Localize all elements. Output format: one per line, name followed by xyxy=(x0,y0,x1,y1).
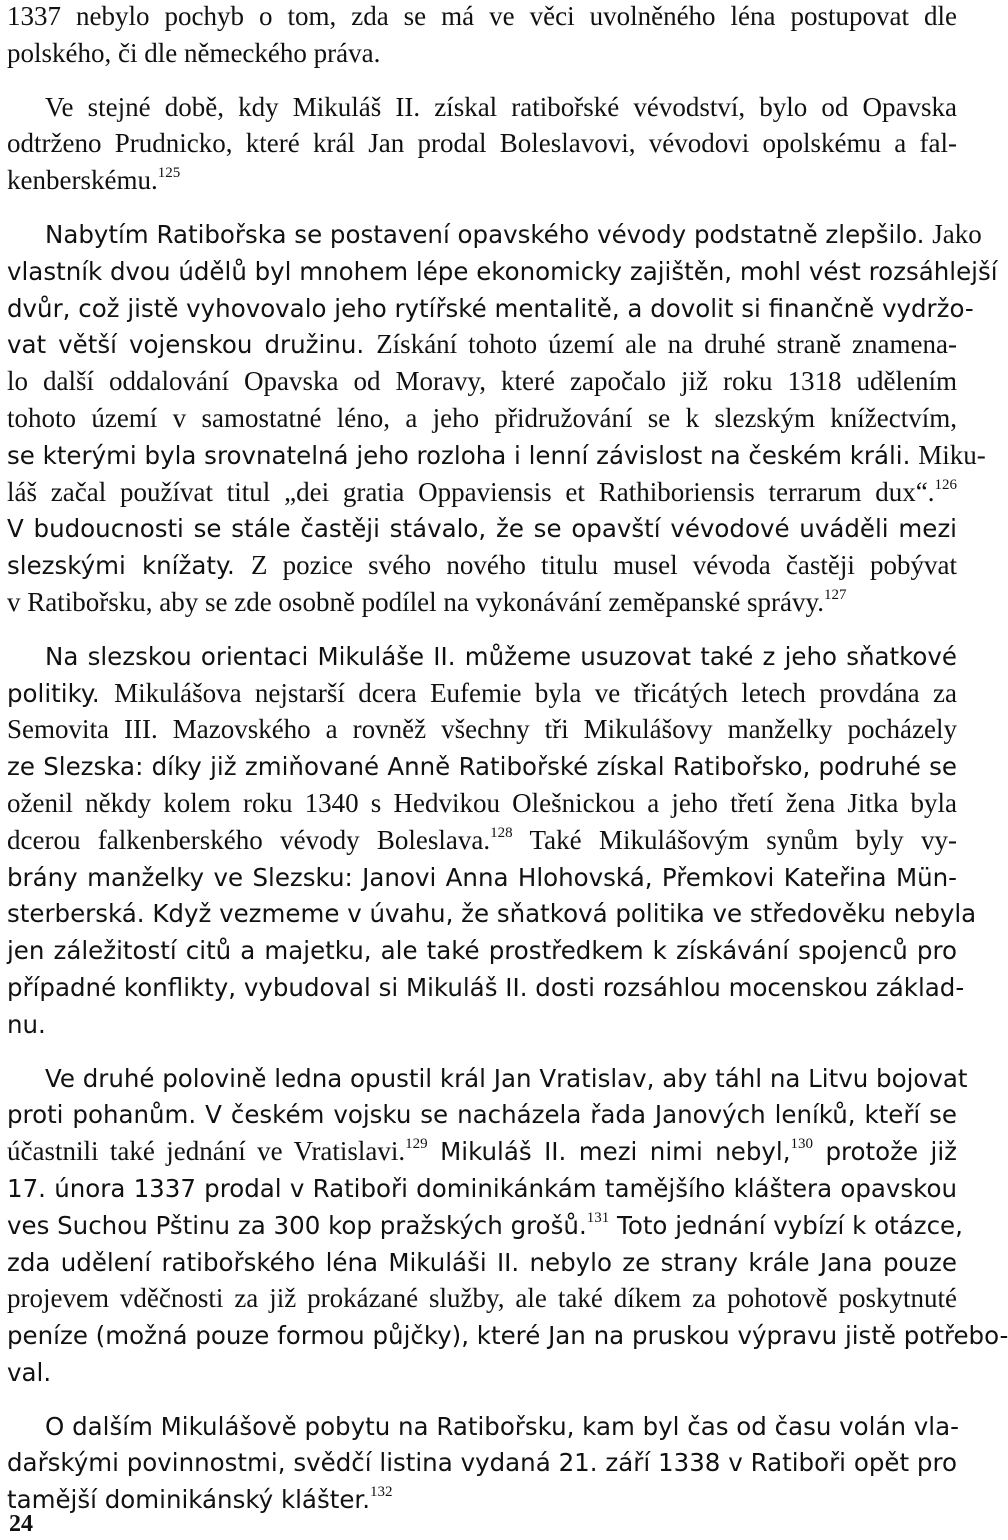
text-run: Z pozice svého nového titulu musel vévoda častěji pobývat xyxy=(250,550,957,581)
text-line xyxy=(7,253,998,290)
text-line xyxy=(7,216,982,253)
text-run: nu. xyxy=(7,1009,46,1039)
text-line xyxy=(7,363,957,400)
text-run: 17. února 1337 prodal v Ratiboři dominikánkám tamějšího kláštera opavskou xyxy=(7,1173,957,1203)
text-run: Získání tohoto území ale na druhé straně znamena- xyxy=(376,329,957,360)
text-run: lo další oddalování Opavska od Moravy, které započalo již roku 1318 udělením xyxy=(7,366,957,397)
text-run: projevem vděčnosti za již prokázané služby, ale také díkem za pohotově poskytnuté xyxy=(7,1283,957,1314)
paragraph xyxy=(7,0,957,72)
text-run: jen záležitostí citů a majetku, ale také prostředkem k získávání spojenců pro xyxy=(7,936,957,966)
text-line xyxy=(7,1133,957,1170)
text-line xyxy=(7,547,957,584)
footnote-reference: 132 xyxy=(370,1484,393,1501)
text-run: vlastník dvou údělů byl mnohem lépe ekonomicky zajištěn, mohl vést rozsáhlejší xyxy=(7,256,998,286)
text-line xyxy=(7,437,986,474)
text-line xyxy=(7,1170,957,1207)
text-line xyxy=(7,1481,957,1518)
text-run: Miku- xyxy=(918,439,986,470)
text-run: Ve stejné době, kdy Mikuláš II. získal ratibořské vévodství, bylo od Opavska xyxy=(45,91,957,122)
text-line xyxy=(7,1060,968,1097)
footnote-reference: 125 xyxy=(157,165,181,182)
text-run: Mikulášova nejstarší dcera Eufemie byla ve třicátých letech provdána za xyxy=(114,677,957,708)
text-run: vat větší vojenskou družinu. xyxy=(7,330,377,360)
text-line xyxy=(7,510,957,547)
text-run: případné konflikty, vybudoval si Mikuláš II. dosti rozsáhlou mocenskou základ- xyxy=(7,972,965,1002)
text-line xyxy=(7,748,957,785)
text-run: 1337 nebylo pochyb o tom, zda se má ve věci uvolněného léna postupovat dle xyxy=(7,1,957,31)
text-run: O dalším Mikulášově pobytu na Ratibořsku, kam byl čas od času volán vla- xyxy=(45,1411,959,1441)
text-line xyxy=(7,326,957,363)
text-run: láš začal používat titul „dei gratia Oppaviensis et Rathiboriensis terrarum dux“. xyxy=(7,476,935,507)
text-run: sterberská. Když vezmeme v úvahu, že sňatková politika ve středověku nebyla xyxy=(7,899,977,929)
text-line xyxy=(7,1244,957,1281)
text-line xyxy=(7,1006,957,1043)
text-line xyxy=(7,0,957,35)
paragraph xyxy=(7,1408,957,1518)
paragraph xyxy=(7,1060,1008,1391)
text-run: odtrženo Prudnicko, které král Jan prodal Boleslavovi, vévodovi opolskému a fal- xyxy=(7,128,957,159)
text-run: dařskými povinnostmi, svědčí listina vydaná 21. září 1338 v Ratiboři opět pro xyxy=(7,1448,957,1478)
text-line xyxy=(7,932,957,969)
text-line xyxy=(7,638,957,675)
text-line xyxy=(7,290,974,327)
text-line xyxy=(7,1096,957,1133)
text-run: proti pohanům. V českém vojsku se nacházela řada Janových leníků, kteří se xyxy=(7,1100,957,1130)
text-run: Nabytím Ratibořska se postavení opavského vévody podstatně zlepšilo. xyxy=(45,219,933,249)
text-run: v Ratibořsku, aby se zde osobně podílel na vykonávání zeměpanské správy. xyxy=(7,586,825,617)
text-run: ze Slezska: díky již zmiňované Anně Ratibořské získal Ratibořsko, podruhé se xyxy=(7,752,957,782)
text-line xyxy=(7,1280,957,1317)
text-run: tamější dominikánský klášter. xyxy=(7,1485,371,1515)
text-run: dvůr, což jistě vyhovovalo jeho rytířské mentalitě, a dovolit si finančně vydržo- xyxy=(7,293,974,323)
text-run: brány manželky ve Slezsku: Janovi Anna Hlohovská, Přemkovi Kateřina Mün- xyxy=(7,862,957,892)
text-run: dcerou falkenberského vévody Boleslava. xyxy=(7,824,491,855)
text-run: Také Mikulášovým synům byly vy- xyxy=(512,824,958,855)
text-run: V budoucnosti se stále častěji stávalo, že se opavští vévodové uváděli mezi xyxy=(7,514,957,544)
text-line xyxy=(7,1354,957,1391)
text-line xyxy=(7,785,957,822)
text-line xyxy=(7,1408,957,1445)
text-line xyxy=(7,35,957,72)
text-line xyxy=(7,125,957,162)
text-line xyxy=(7,1317,1008,1354)
text-run: val. xyxy=(7,1357,52,1387)
text-line xyxy=(7,675,957,712)
text-run: slezskými knížaty. xyxy=(7,551,251,581)
text-run: peníze (možná pouze formou půjčky), které Jan na pruskou výpravu jistě potřebo- xyxy=(7,1321,1008,1351)
text-run: se kterými byla srovnatelná jeho rozloha i lenní závislost na českém králi. xyxy=(7,440,919,470)
text-line xyxy=(7,400,957,437)
text-run: kenberskému. xyxy=(7,165,158,196)
text-line xyxy=(7,711,957,748)
text-run: tohoto území v samostatné léno, a jeho přidružování se k slezským knížectvím, xyxy=(7,402,957,433)
footnote-reference: 128 xyxy=(490,824,513,841)
text-line xyxy=(7,89,957,126)
text-line xyxy=(7,895,977,932)
text-run: politiky. xyxy=(7,678,115,708)
paragraph xyxy=(7,638,977,1043)
text-line xyxy=(7,1207,963,1244)
text-run: zda udělení ratibořského léna Mikuláši II. nebylo ze strany krále Jana pouze xyxy=(7,1247,957,1277)
text-line xyxy=(7,822,957,859)
text-line xyxy=(7,474,957,511)
paragraph xyxy=(7,89,957,199)
text-line xyxy=(7,969,965,1006)
text-run: Toto jednání vybízí k otázce, xyxy=(609,1210,963,1240)
text-run: protože již xyxy=(813,1137,957,1167)
text-run: Na slezskou orientaci Mikuláše II. můžeme usuzovat také z jeho sňatkové xyxy=(45,641,957,671)
text-run: Jako xyxy=(932,218,982,249)
text-run: polského, či dle německého práva. xyxy=(7,37,381,68)
text-line xyxy=(7,1444,957,1481)
text-run: Semovita III. Mazovského a rovněž všechny tři Mikulášovy manželky pocházely xyxy=(7,714,957,745)
paragraph xyxy=(7,216,998,621)
footnote-reference: 127 xyxy=(824,586,847,603)
text-run: Mikuláš II. mezi nimi nebyl, xyxy=(427,1137,791,1167)
text-run: účastnili také jednání ve Vratislavi. xyxy=(7,1136,406,1167)
document-page xyxy=(7,0,1008,1518)
footnote-reference: 131 xyxy=(586,1209,610,1226)
text-line xyxy=(7,162,957,199)
text-run: oženil někdy kolem roku 1340 s Hedvikou Olešnickou a jeho třetí žena Jitka byla xyxy=(7,787,957,818)
footnote-reference: 130 xyxy=(790,1136,814,1153)
text-line xyxy=(7,584,957,621)
footnote-reference: 129 xyxy=(405,1136,428,1153)
text-run: ves Suchou Pštinu za 300 kop pražských grošů. xyxy=(7,1210,587,1240)
text-run: Ve druhé polovině ledna opustil král Jan Vratislav, aby táhl na Litvu bojovat xyxy=(45,1063,968,1093)
text-line xyxy=(7,859,957,896)
page-number: 24 xyxy=(9,1511,33,1537)
footnote-reference: 126 xyxy=(934,476,957,493)
